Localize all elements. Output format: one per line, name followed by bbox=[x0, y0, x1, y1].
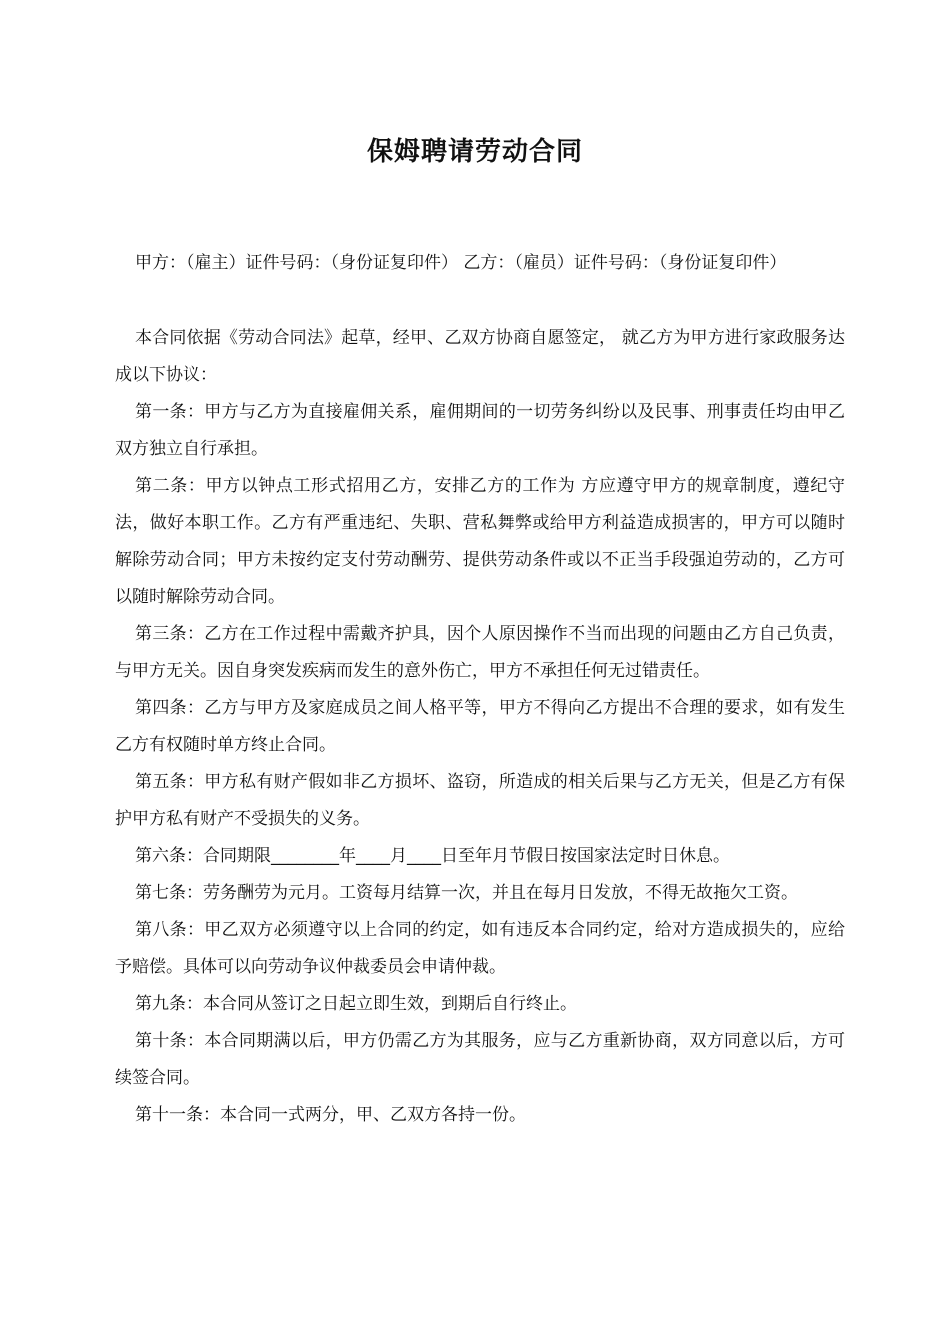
article-9: 第九条：本合同从签订之日起立即生效，到期后自行终止。 bbox=[135, 994, 577, 1014]
article-1: 第一条：甲方与乙方为直接雇佣关系，雇佣期间的一切劳务纠纷以及民事、刑事责任均由甲乙双方独立自行承担。 bbox=[115, 402, 845, 459]
article-6: 第六条：合同期限________年____月____日至年月节假日按国家法定时日休息。 bbox=[135, 846, 730, 866]
article-7: 第七条：劳务酬劳为元月。工资每月结算一次，并且在每月日发放，不得无故拖欠工资。 bbox=[135, 883, 798, 903]
preamble-paragraph: 本合同依据《劳动合同法》起草，经甲、乙双方协商自愿签定， 就乙方为甲方进行家政服务达成以下协议： bbox=[115, 328, 845, 385]
article-3: 第三条：乙方在工作过程中需戴齐护具，因个人原因操作不当而出现的问题由乙方自己负责，与甲方无关。因自身突发疾病而发生的意外伤亡，甲方不承担任何无过错责任。 bbox=[115, 624, 845, 681]
article-4: 第四条：乙方与甲方及家庭成员之间人格平等，甲方不得向乙方提出不合理的要求，如有发生乙方有权随时单方终止合同。 bbox=[115, 698, 845, 755]
parties-line: 甲方：（雇主）证件号码：（身份证复印件） 乙方：（雇员）证件号码：（身份证复印件） bbox=[135, 253, 787, 273]
contract-body bbox=[115, 320, 845, 1134]
article-11: 第十一条：本合同一式两分，甲、乙双方各持一份。 bbox=[135, 1105, 526, 1125]
document-title: 保姆聘请劳动合同 bbox=[366, 137, 583, 167]
article-10: 第十条：本合同期满以后，甲方仍需乙方为其服务，应与乙方重新协商，双方同意以后，方可续签合同。 bbox=[115, 1031, 845, 1088]
article-2: 第二条：甲方以钟点工形式招用乙方，安排乙方的工作为 方应遵守甲方的规章制度，遵纪守法，做好本职工作。乙方有严重违纪、失职、营私舞弊或给甲方利益造成损害的，甲方可以随时解除劳动合同；甲方未按约定支付劳动酬劳、提供劳动条件或以不正当手段强迫劳动的，乙方可以随时解除劳动合同。 bbox=[115, 476, 845, 607]
article-5: 第五条：甲方私有财产假如非乙方损坏、盗窃，所造成的相关后果与乙方无关，但是乙方有保护甲方私有财产不受损失的义务。 bbox=[115, 772, 845, 829]
article-8: 第八条：甲乙双方必须遵守以上合同的约定，如有违反本合同约定，给对方造成损失的，应给予赔偿。具体可以向劳动争议仲裁委员会申请仲裁。 bbox=[115, 920, 845, 977]
